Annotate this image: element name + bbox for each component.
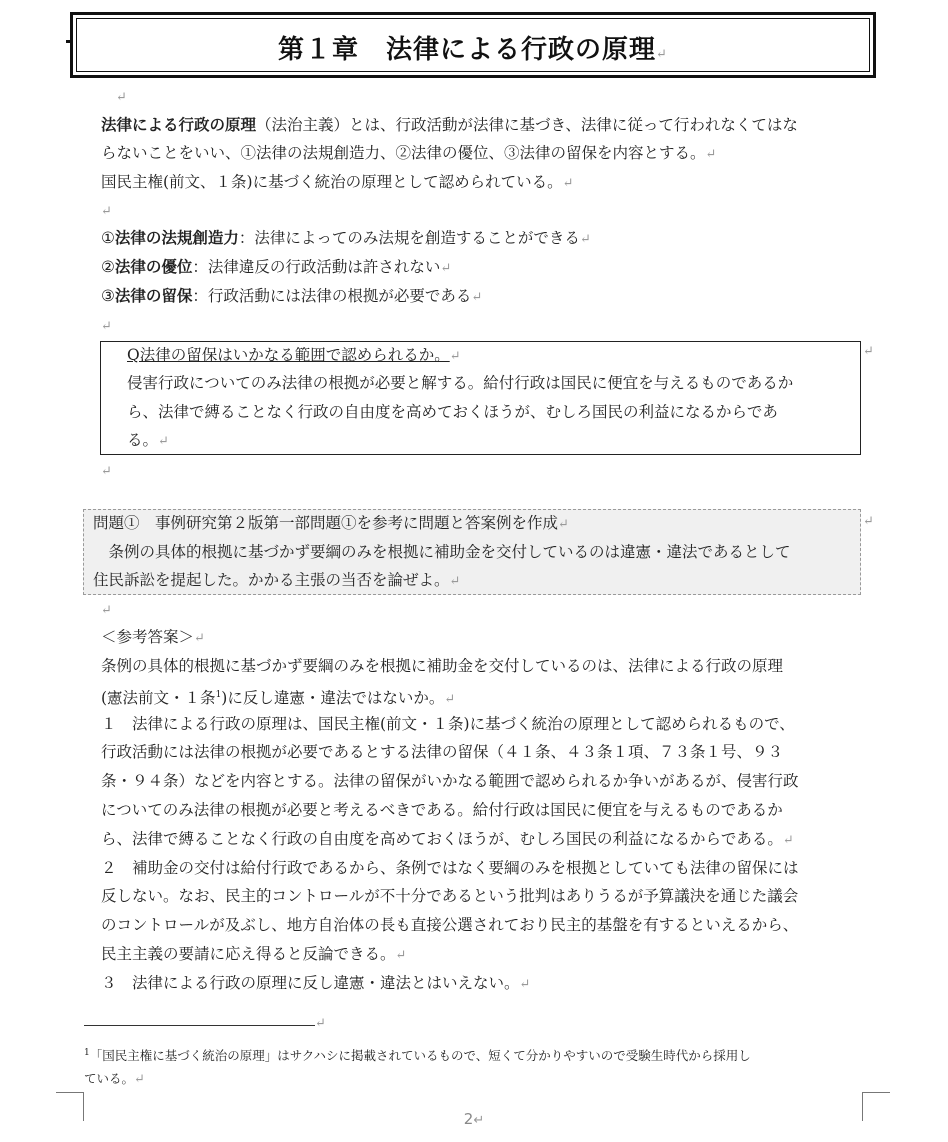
principle-term: 法律の法規創造力: [114, 228, 239, 247]
answer-text: ２ 補助金の交付は給付行政であるから、条例ではなく要綱のみを根拠としていても法律の留保には: [101, 859, 799, 877]
answer-line[interactable]: [127, 430, 169, 452]
page-number-text: 2: [463, 1110, 474, 1128]
answer-paragraph-line[interactable]: [101, 829, 794, 851]
answer-text: )に反し違憲・違法ではないか。: [221, 689, 445, 708]
paragraph-mark: ↵: [440, 261, 452, 276]
problem-line-text: 条例の具体的根拠に基づかず要綱のみを根拠に補助金を交付しているのは違憲・違法であるとして: [93, 543, 791, 561]
footnote-line[interactable]: [84, 1070, 145, 1089]
answer-paragraph-line[interactable]: [101, 685, 455, 710]
intro-line-1-text: （法治主義）とは、行政活動が法律に基づき、法律に従って行われなくてはな: [256, 116, 798, 134]
paragraph-mark: ↵: [782, 833, 794, 848]
principle-desc: ：法律違反の行政活動は許されない: [192, 258, 441, 276]
question-text: Q法律の留保はいかなる範囲で認められるか。: [127, 346, 450, 364]
paragraph-mark: ↵: [101, 319, 112, 334]
answer-text: 反しない。なお、民主的コントロールが不十分であるという批判はありうるが予算議決を通じた議会: [101, 887, 799, 905]
empty-paragraph[interactable]: [116, 86, 127, 108]
intro-line-2[interactable]: [101, 143, 716, 165]
page-number: [0, 1110, 948, 1128]
empty-paragraph[interactable]: [101, 599, 112, 621]
paragraph-mark: ↵: [194, 631, 205, 646]
problem-line[interactable]: [93, 570, 460, 592]
empty-paragraph[interactable]: [101, 315, 112, 337]
principle-term: 法律の優位: [114, 257, 193, 276]
answer-line[interactable]: [127, 402, 778, 422]
answer-paragraph-line[interactable]: [101, 973, 530, 995]
answer-paragraph-line[interactable]: [101, 742, 783, 762]
problem-line[interactable]: [93, 542, 791, 562]
paragraph-mark: ↵: [449, 574, 461, 589]
problem-heading[interactable]: [93, 513, 569, 535]
answer-paragraph-line[interactable]: [101, 944, 406, 966]
answer-line-text: ら、法律で縛ることなく行政の自由度を高めておくほうが、むしろ国民の利益になるからであ: [127, 403, 778, 421]
intro-line-3-text: 国民主権(前文、１条)に基づく統治の原理として認められている。: [101, 173, 563, 191]
answer-paragraph-line[interactable]: [101, 886, 798, 906]
answer-text: １ 法律による行政の原理は、国民主権(前文・１条)に基づく統治の原理として認められるもので、: [101, 715, 795, 733]
paragraph-mark: ↵: [395, 948, 407, 963]
footnote-text: ている。: [84, 1071, 135, 1086]
chapter-title[interactable]: [73, 29, 873, 66]
principle-item[interactable]: [101, 257, 451, 279]
footnote-number: 1: [84, 1048, 90, 1058]
paragraph-mark: ↵: [705, 147, 717, 162]
footnote-separator: [84, 1025, 315, 1026]
empty-paragraph[interactable]: [101, 200, 112, 222]
intro-line-1[interactable]: [101, 115, 798, 135]
answer-text: 行政活動には法律の根拠が必要であるとする法律の留保（４１条、４３条１項、７３条１号、９３: [101, 743, 784, 761]
answer-text: についてのみ法律の根拠が必要と考えるべきである。給付行政は国民に便宜を与えるものであるか: [101, 801, 783, 819]
answer-text: ３ 法律による行政の原理に反し違憲・違法とはいえない。: [101, 974, 520, 992]
footnote-text: 「国民主権に基づく統治の原理」はサクハシに掲載されているもので、短くて分かりやすいので受験生時代から採用し: [89, 1048, 751, 1064]
answer-text: 条・９４条）などを内容とする。法律の留保がいかなる範囲で認められるか争いがあるが、侵害行政: [101, 772, 799, 790]
paragraph-mark: ↵: [116, 90, 127, 105]
chapter-title-text: 第１章 法律による行政の原理: [278, 35, 657, 65]
answer-paragraph-line[interactable]: [101, 915, 798, 935]
paragraph-mark: ↵: [158, 434, 169, 449]
paragraph-mark: ↵: [473, 1113, 485, 1128]
paragraph-mark: ↵: [519, 977, 531, 992]
problem-heading-text: 問題① 事例研究第２版第一部問題①を参考に問題と答案例を作成: [93, 514, 559, 532]
problem-line-text: 住民訴訟を提起した。かかる主張の当否を論ぜよ。: [93, 571, 450, 589]
paragraph-mark: ↵: [101, 464, 112, 479]
footnote-line[interactable]: [84, 1044, 751, 1065]
answer-line-text: 侵害行政についてのみ法律の根拠が必要と解する。給付行政は国民に便宜を与えるものであるか: [127, 374, 794, 392]
answer-text: のコントロールが及ぶし、地方自治体の長も直接公選されており民主的基盤を有するといえるから、: [101, 916, 799, 934]
answer-line[interactable]: [127, 373, 793, 393]
paragraph-mark: ↵: [444, 692, 456, 708]
paragraph-mark: ↵: [863, 514, 874, 529]
footnote-reference[interactable]: 1: [215, 690, 222, 700]
intro-line-3[interactable]: [101, 172, 574, 194]
paragraph-mark: ↵: [471, 290, 483, 305]
intro-line-2-text: らないことをいい、①法律の法規創造力、②法律の優位、③法律の留保を内容とする。: [101, 144, 706, 162]
principle-term: 法律の留保: [114, 286, 193, 305]
answer-text: 条例の具体的根拠に基づかず要綱のみを根拠に補助金を交付しているのは、法律による行政の原理: [101, 657, 784, 675]
answer-paragraph-line[interactable]: [101, 656, 783, 676]
empty-paragraph[interactable]: [101, 460, 112, 482]
answer-paragraph-line[interactable]: [101, 714, 795, 734]
principle-desc: ：法律によってのみ法規を創造することができる: [238, 229, 580, 247]
paragraph-mark: ↵: [101, 603, 112, 618]
answer-paragraph-line[interactable]: [101, 800, 783, 820]
principle-number: ③: [101, 287, 115, 305]
answer-paragraph-line[interactable]: [101, 771, 799, 791]
paragraph-mark: ↵: [562, 176, 574, 191]
principle-item[interactable]: [101, 286, 482, 308]
answer-line-text: る。: [127, 431, 159, 449]
paragraph-mark: ↵: [863, 344, 874, 359]
paragraph-mark: ↵: [558, 517, 569, 532]
paragraph-mark: ↵: [134, 1072, 145, 1087]
principle-number: ②: [101, 258, 115, 276]
paragraph-mark: ↵: [315, 1016, 326, 1031]
answer-text: (憲法前文・１条: [101, 689, 216, 708]
answer-text: 民主主義の要請に応え得ると反論できる。: [101, 945, 396, 963]
principle-number: ①: [101, 229, 115, 247]
answer-text: ら、法律で縛ることなく行政の自由度を高めておくほうが、むしろ国民の利益になるからである。: [101, 830, 783, 848]
intro-term: 法律による行政の原理: [101, 115, 257, 134]
paragraph-mark: ↵: [656, 47, 668, 62]
reference-heading-text: ＜参考答案＞: [101, 628, 195, 646]
principle-item[interactable]: [101, 228, 591, 250]
answer-paragraph-line[interactable]: [101, 858, 799, 878]
paragraph-mark: ↵: [579, 232, 591, 247]
paragraph-mark: ↵: [101, 204, 112, 219]
reference-answer-heading[interactable]: [101, 627, 205, 649]
paragraph-mark: ↵: [449, 349, 461, 364]
question-line[interactable]: [127, 345, 461, 367]
principle-desc: ：行政活動には法律の根拠が必要である: [192, 287, 472, 305]
chapter-title-box: [70, 12, 876, 78]
